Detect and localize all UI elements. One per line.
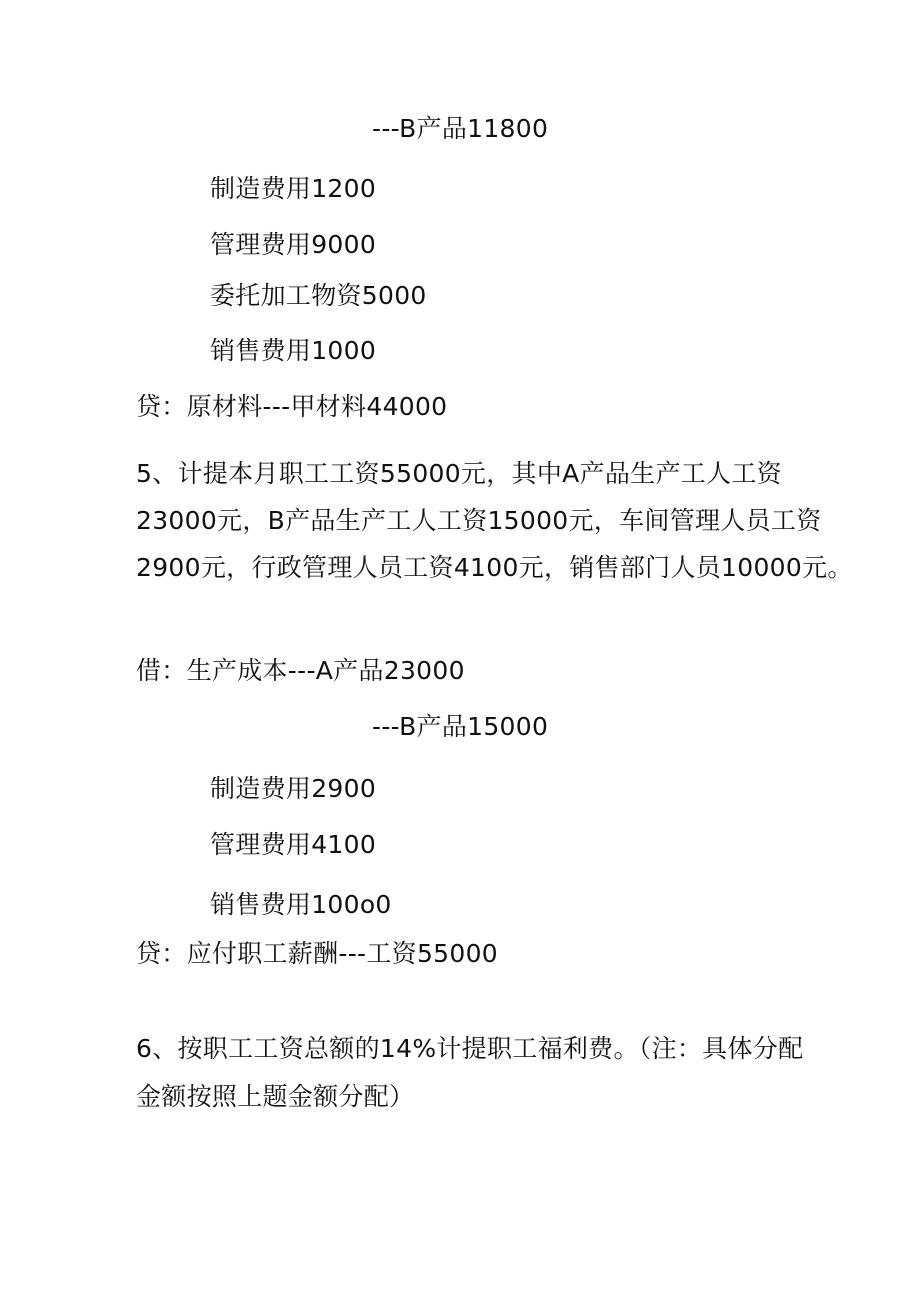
entry-line-manufacturing-overhead: 制造费用1200 [210,174,377,203]
question-6-line-1: 6、按职工工资总额的14%计提职工福利费。（注：具体分配 [136,1034,804,1063]
entry-line-selling-expense-2: 销售费用100o0 [210,890,392,919]
entry-line-administrative-expense: 管理费用9000 [210,230,377,259]
question-5-line-3: 2900元，行政管理人员工资4100元，销售部门人员10000元。 [136,553,853,582]
entry-line-selling-expense: 销售费用1000 [210,336,377,365]
question-6-line-2: 金额按照上题金额分配） [136,1082,415,1111]
entry-line-consigned-materials: 委托加工物资5000 [210,281,427,310]
debit-line-production-cost: 借：生产成本---A产品23000 [136,656,465,685]
credit-line-raw-materials: 贷：原材料---甲材料44000 [136,392,448,421]
credit-line-payroll-payable: 贷：应付职工薪酬---工资55000 [136,939,498,968]
entry-line-administrative-expense-2: 管理费用4100 [210,830,377,859]
question-5-line-1: 5、计提本月职工工资55000元，其中A产品生产工人工资 [136,459,782,488]
question-5-line-2: 23000元，B产品生产工人工资15000元，车间管理人员工资 [136,506,822,535]
entry-line-b-product: ---B产品11800 [372,114,549,143]
entry-line-manufacturing-overhead-2: 制造费用2900 [210,774,377,803]
entry-line-b-product-2: ---B产品15000 [372,712,549,741]
